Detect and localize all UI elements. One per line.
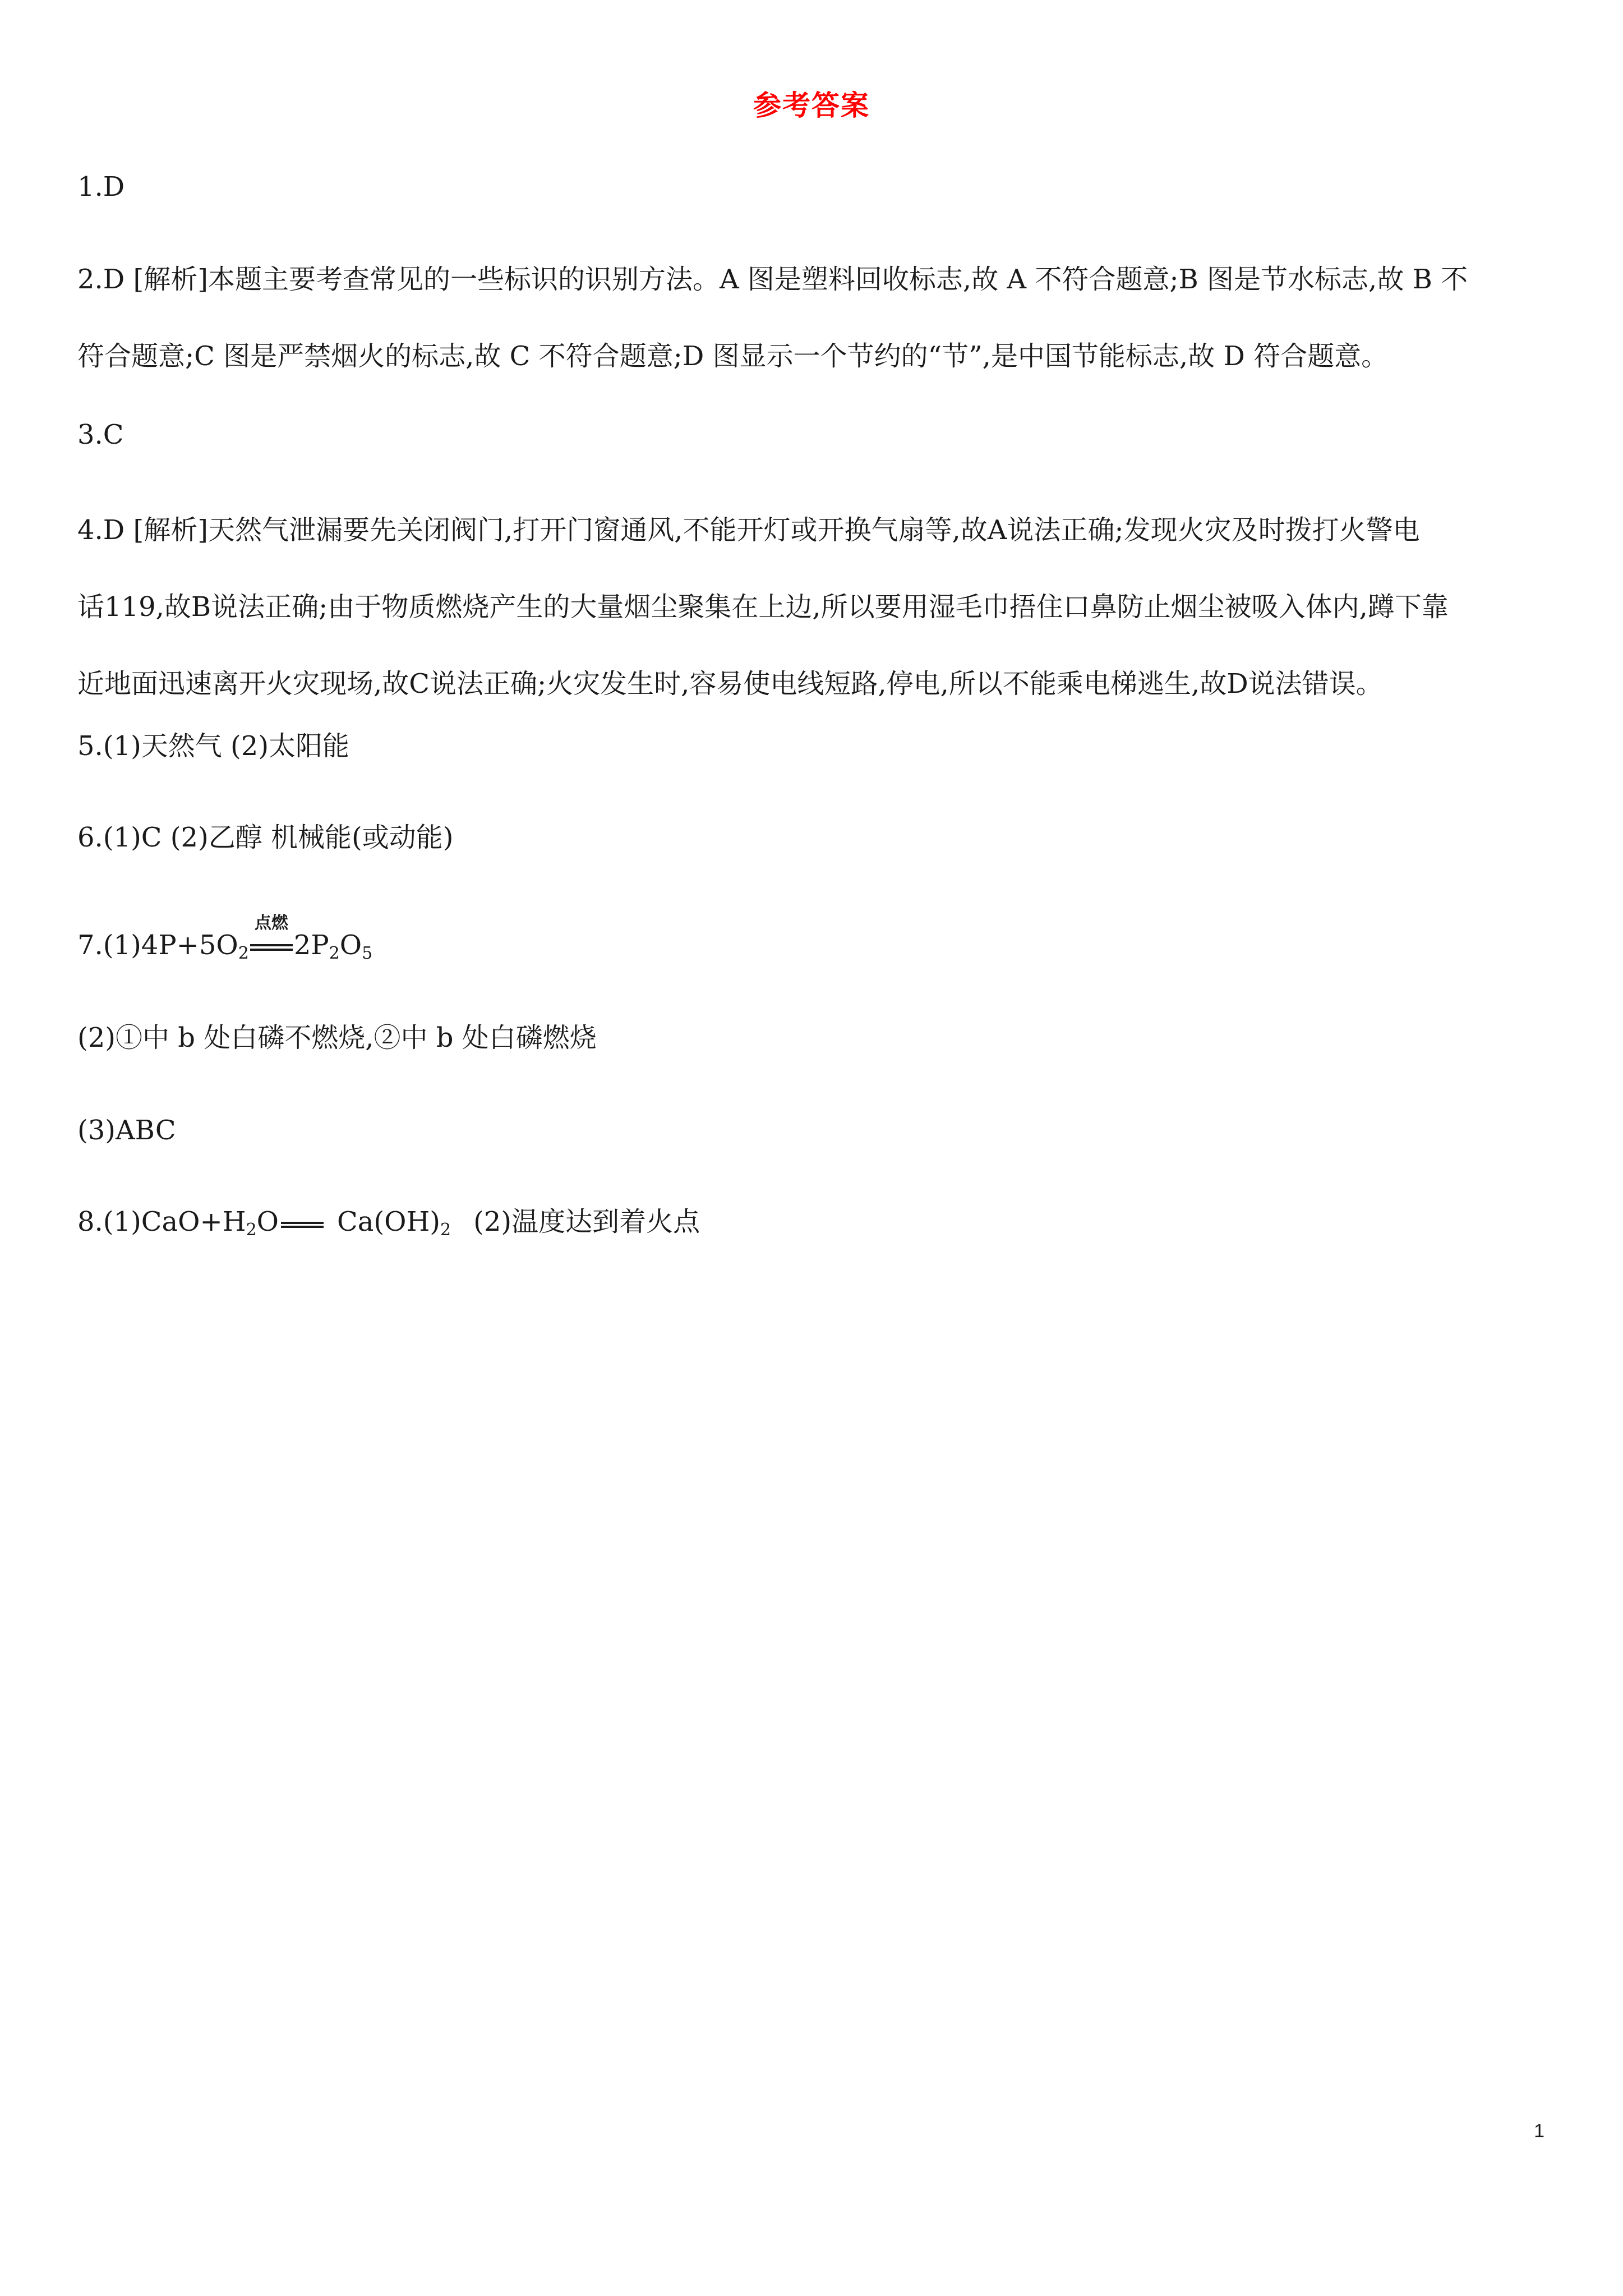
answer-5: 5.(1)天然气 (2)太阳能 — [77, 730, 350, 762]
answer-7-equation — [77, 913, 1558, 963]
equation-product: 2P — [293, 930, 329, 961]
answer-3: 3.C — [77, 419, 124, 450]
answer-6: 6.(1)C (2)乙醇 机械能(或动能) — [77, 822, 454, 853]
subscript: 5 — [362, 944, 373, 963]
subscript: 2 — [440, 1220, 451, 1240]
subscript: 2 — [329, 944, 340, 963]
equation-product: Ca(OH) — [337, 1206, 441, 1237]
answer-1: 1.D — [77, 171, 125, 203]
equation-water-o: O — [256, 1206, 279, 1237]
answer-4-line-2: 话119,故B说法正确;由于物质燃烧产生的大量烟尘聚集在上边,所以要用湿毛巾捂住口鼻防止烟尘被吸入体内,蹲下靠 — [77, 591, 1449, 623]
answer-2-line-2: 符合题意;C 图是严禁烟火的标志,故 C 不符合题意;D 图显示一个节约的“节”,是中国节能标志,故 D 符合题意。 — [77, 341, 1389, 372]
answer-8-part-2: (2)温度达到着火点 — [473, 1206, 700, 1237]
answer-4-line-1: 4.D [解析]天然气泄漏要先关闭阀门,打开门窗通风,不能开灯或开换气扇等,故A说法正确;发现火灾及时拨打火警电 — [77, 514, 1420, 546]
reaction-condition: 点燃 — [254, 913, 288, 933]
answer-7-part-2: (2)①中 b 处白磷不燃烧,②中 b 处白磷燃烧 — [77, 1022, 597, 1053]
answer-4-line-3: 近地面迅速离开火灾现场,故C说法正确;火灾发生时,容易使电线短路,停电,所以不能乘电梯逃生,故D说法错误。 — [77, 668, 1383, 700]
answer-2 — [77, 241, 1558, 395]
reaction-condition-sign — [250, 913, 293, 959]
equals-sign — [281, 1220, 324, 1228]
equation-product-o: O — [339, 930, 362, 961]
answer-7-part-3: (3)ABC — [77, 1115, 176, 1146]
answer-2-line-1: 2.D [解析]本题主要考查常见的一些标识的识别方法。A 图是塑料回收标志,故 A 不符合题意;B 图是节水标志,故 B 不 — [77, 264, 1468, 295]
page-title: 参考答案 — [753, 89, 870, 122]
page-number: 1 — [1534, 2120, 1544, 2142]
subscript: 2 — [246, 1220, 257, 1240]
subscript: 2 — [238, 944, 249, 963]
equation-reactants: 7.(1)4P+5O — [77, 930, 238, 961]
answer-4 — [77, 492, 1558, 723]
equation-reactants: 8.(1)CaO+H — [77, 1206, 246, 1237]
answer-8 — [77, 1206, 1558, 1240]
